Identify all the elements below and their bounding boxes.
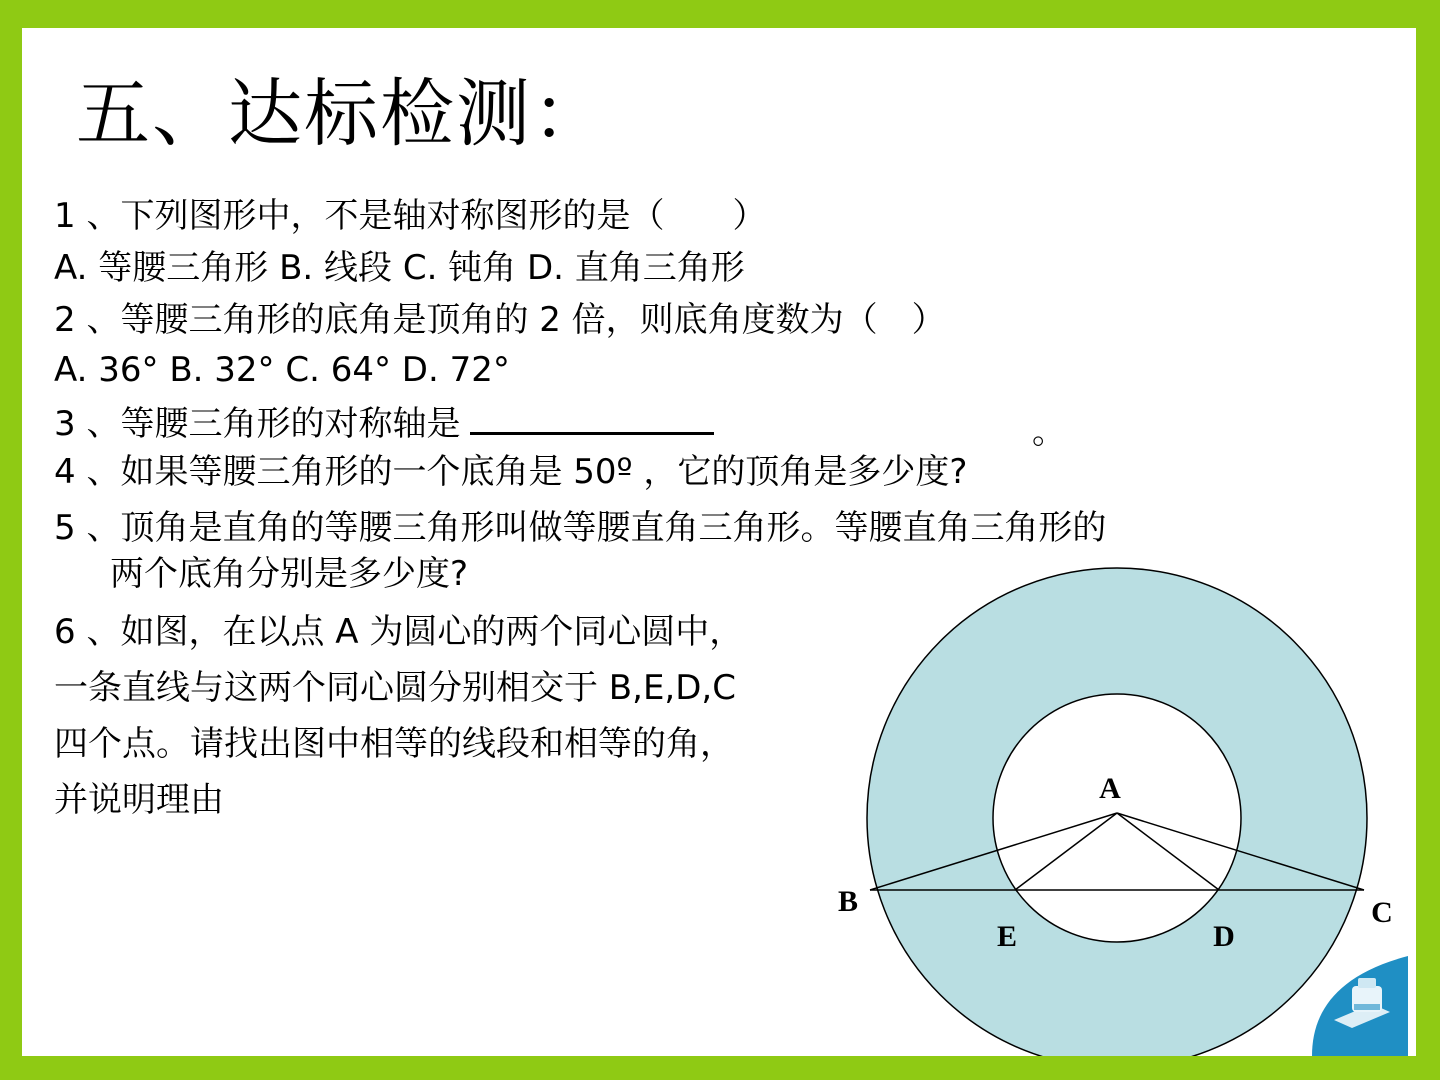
question-3-end: 。 — [1032, 412, 1066, 452]
question-2-options: A. 36° B. 32° C. 64° D. 72° — [54, 350, 510, 390]
inner-circle — [993, 694, 1241, 942]
question-6-line-2: 一条直线与这两个同心圆分别相交于 B,E,D,C — [54, 668, 736, 708]
question-1: 1 、下列图形中，不是轴对称图形的是（ ） — [54, 196, 767, 236]
question-6-line-1: 6 、如图，在以点 A 为圆心的两个同心圆中， — [54, 612, 744, 652]
slide — [22, 28, 1416, 1056]
question-2: 2 、等腰三角形的底角是顶角的 2 倍，则底角度数为（ ） — [54, 300, 946, 340]
label-e: E — [996, 920, 1018, 953]
slide-title: 五、达标检测： — [76, 71, 608, 157]
question-5-line-2: 两个底角分别是多少度? — [110, 554, 469, 594]
question-5-line-1: 5 、顶角是直角的等腰三角形叫做等腰直角三角形。等腰直角三角形的 — [54, 508, 1107, 548]
label-d: D — [1213, 920, 1235, 953]
concentric-circles-diagram — [22, 28, 1416, 1056]
question-3-text: 3 、等腰三角形的对称轴是 — [54, 404, 461, 444]
label-c: C — [1371, 896, 1393, 929]
ink-bottle-icon — [1312, 956, 1408, 1056]
question-6-line-4: 并说明理由 — [54, 780, 224, 820]
label-b: B — [837, 885, 859, 918]
label-a: A — [1099, 772, 1121, 805]
question-6-line-3: 四个点。请找出图中相等的线段和相等的角， — [54, 724, 734, 764]
question-4: 4 、如果等腰三角形的一个底角是 50º ，它的顶角是多少度? — [54, 452, 968, 492]
question-1-options: A. 等腰三角形 B. 线段 C. 钝角 D. 直角三角形 — [54, 248, 745, 288]
